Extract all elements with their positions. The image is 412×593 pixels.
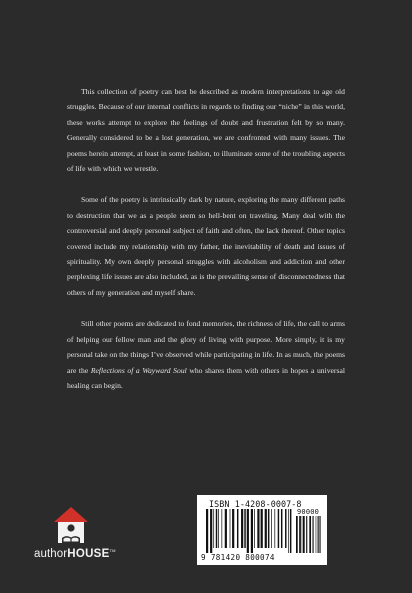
barcode-bar	[302, 516, 303, 553]
barcode-bar	[296, 516, 298, 553]
publisher-logo	[34, 506, 124, 562]
barcode-bar	[216, 509, 217, 548]
barcode-bar	[210, 509, 212, 553]
isbn-barcode	[197, 495, 327, 565]
barcode-bar	[218, 509, 219, 548]
barcode-bar	[319, 516, 320, 553]
barcode-bar	[271, 509, 272, 548]
back-cover-blurb	[67, 84, 345, 409]
barcode-bar	[306, 516, 307, 553]
blurb-paragraph-3-start: Still other poems are dedicated to fond memories, the richness of life, the call to arms of helping our fellow man and the glory of living with purpose. More simply, it is my personal take on the things I’ve observed while participating in life. In as much, the poems are the	[67, 319, 345, 375]
barcode-bar	[225, 509, 227, 548]
price-addon-digits: 90000	[297, 508, 320, 516]
barcode-bar	[254, 509, 255, 548]
publisher-name-prefix: author	[34, 548, 68, 560]
blurb-paragraph-3-end: who shares them with others in hopes a universal healing can begin.	[67, 365, 345, 390]
barcode-bar	[230, 509, 231, 548]
barcode-bar	[261, 509, 263, 548]
barcode-bar	[285, 509, 286, 548]
barcode-bar	[247, 509, 249, 553]
ean13-barcode-bars	[206, 509, 294, 553]
addon-barcode-bars	[296, 516, 322, 553]
barcode-bar	[268, 509, 269, 548]
barcode-bar	[309, 516, 311, 553]
publisher-name-suffix: HOUSE	[67, 548, 110, 560]
blurb-paragraph-1: This collection of poetry can best be described as modern interpretations to age old struggles. Because of our internal conflicts in regards to finding our “niche” in this world, these works attempt to explore the feelings of doubt and frustration felt by so many. Generally considered to be a lost generation, we are confronted with many issues. The poems herein attempt, at least in some fashion, to illuminate some of the troubling aspects of life with which we wrestle.	[67, 87, 345, 174]
book-title-italic: Reflections of a Wayward Soul	[90, 365, 187, 375]
barcode-bar	[278, 509, 279, 548]
barcode-bar	[312, 516, 313, 553]
trademark-symbol: TM	[109, 548, 116, 554]
blurb-paragraph-3	[67, 316, 345, 393]
barcode-bar	[318, 516, 319, 553]
barcode-bar	[206, 509, 208, 553]
barcode-bar	[257, 509, 259, 548]
blurb-paragraph-2: Some of the poetry is intrinsically dark by nature, exploring the many different paths to destruction that we as a people seem so hell-bent on traveling. Many deal with the controversial and deeply personal subject of faith and often, the lack thereof. Other topics covered include my relationship with my father, the inevitability of death and issues of spirituality. My own deeply personal struggles with alcoholism and addiction and other perplexing life issues are also included, as is the prevailing sense of disconnectedness that others of my generation and myself share.	[67, 195, 345, 297]
barcode-bar	[265, 509, 267, 548]
publisher-name	[34, 548, 116, 560]
barcode-bar	[299, 516, 301, 553]
barcode-bar	[316, 516, 317, 553]
authorhouse-logo-icon	[51, 506, 91, 546]
barcode-bar	[232, 509, 234, 548]
barcode-bar	[213, 509, 214, 548]
barcode-bar	[288, 509, 289, 553]
barcode-bar	[237, 509, 238, 548]
barcode-bar	[221, 509, 222, 548]
barcode-bar	[274, 509, 275, 548]
barcode-bar	[244, 509, 245, 548]
isbn-label: ISBN 1-4208-0007-8	[209, 499, 302, 509]
barcode-bar	[303, 516, 305, 553]
barcode-bar	[241, 509, 243, 548]
barcode-bar	[281, 509, 282, 548]
ean-digits: 9 781420 800074	[201, 553, 275, 562]
barcode-bar	[251, 509, 253, 553]
barcode-bar	[290, 509, 291, 553]
